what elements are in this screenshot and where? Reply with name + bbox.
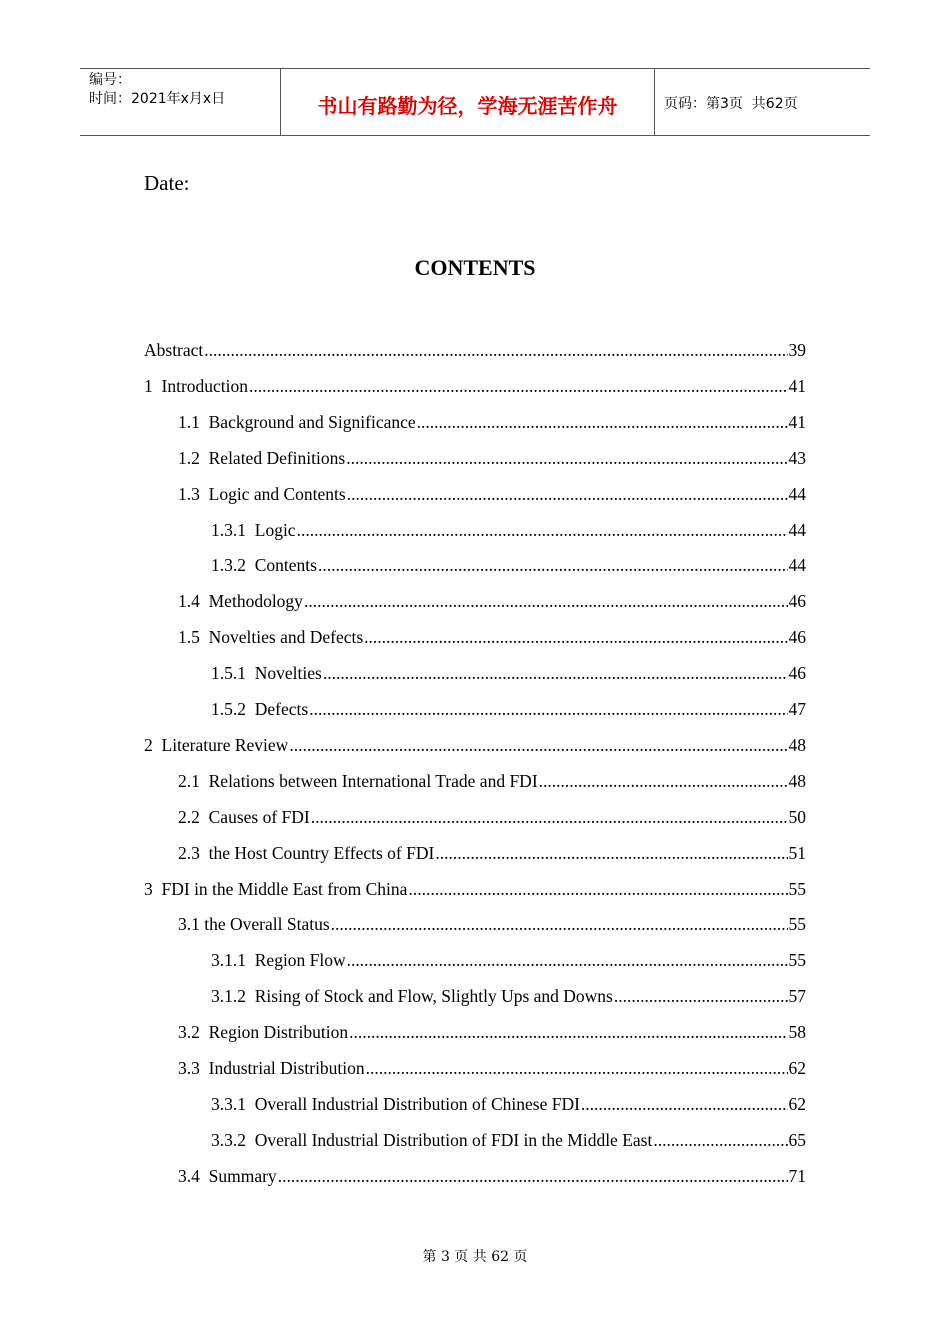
toc-entry[interactable]: [211, 950, 806, 980]
toc-dot-leader: [408, 879, 787, 900]
toc-entry-label: 2.1 Relations between International Trade and FDI: [178, 770, 538, 791]
header-motto-cell: [281, 69, 655, 135]
toc-entry-page: 48: [788, 734, 806, 755]
toc-dot-leader: [204, 340, 787, 361]
toc-entry-page: 44: [788, 555, 806, 576]
toc-dot-leader: [347, 950, 788, 971]
toc-entry-label: 1.3.1 Logic: [211, 519, 296, 540]
header-number-label: 编号：: [89, 72, 131, 88]
toc-entry-label: 1.5 Novelties and Defects: [178, 627, 364, 648]
toc-entry-label: 3.4 Summary: [178, 1165, 277, 1186]
toc-entry-page: 46: [788, 591, 806, 612]
toc-entry-page: 46: [788, 663, 806, 684]
toc-entry[interactable]: [178, 448, 806, 478]
toc-dot-leader: [297, 520, 788, 541]
toc-dot-leader: [653, 1130, 787, 1151]
toc-entry[interactable]: [211, 1094, 806, 1124]
toc-entry-label: 3.2 Region Distribution: [178, 1022, 349, 1043]
toc-entry-label: 2 Literature Review: [144, 734, 289, 755]
toc-entry[interactable]: [211, 1130, 806, 1160]
toc-entry-label: 3.3.2 Overall Industrial Distribution of FDI in the Middle East: [211, 1129, 653, 1150]
toc-entry[interactable]: [211, 555, 806, 585]
toc-dot-leader: [309, 699, 787, 720]
page-header-table: [80, 68, 870, 136]
toc-dot-leader: [539, 771, 788, 792]
toc-entry[interactable]: [178, 412, 806, 442]
toc-entry[interactable]: [144, 340, 806, 370]
toc-entry-label: 1.2 Related Definitions: [178, 447, 346, 468]
toc-entry[interactable]: [178, 1058, 806, 1088]
toc-entry-label: Abstract: [144, 340, 204, 360]
toc-entry[interactable]: [211, 986, 806, 1016]
header-motto: 书山有路勤为径，学海无涯苦作舟: [317, 93, 618, 118]
toc-dot-leader: [435, 843, 787, 864]
toc-entry-page: 50: [788, 806, 806, 827]
toc-entry-page: 39: [788, 340, 806, 360]
toc-entry-label: 2.3 the Host Country Effects of FDI: [178, 842, 435, 863]
toc-entry-label: 3.3.1 Overall Industrial Distribution of Chinese FDI: [211, 1093, 580, 1114]
toc-entry-page: 62: [788, 1093, 806, 1114]
toc-dot-leader: [289, 735, 787, 756]
toc-dot-leader: [364, 627, 787, 648]
toc-dot-leader: [318, 555, 788, 576]
toc-entry-page: 46: [788, 627, 806, 648]
toc-entry-page: 57: [788, 986, 806, 1007]
toc-entry[interactable]: [178, 914, 806, 944]
toc-entry[interactable]: [211, 663, 806, 693]
toc-dot-leader: [278, 1166, 788, 1187]
toc-entry-page: 51: [788, 842, 806, 863]
date-label: Date:: [144, 171, 190, 195]
toc-dot-leader: [346, 448, 787, 469]
toc-dot-leader: [581, 1094, 788, 1115]
toc-entry-label: 3.1 the Overall Status: [178, 914, 330, 935]
toc-entry-page: 41: [788, 411, 806, 432]
footer-page-number: 第 3 页 共 62 页: [422, 1249, 528, 1265]
toc-dot-leader: [331, 914, 788, 935]
toc-entry-page: 58: [788, 1022, 806, 1043]
toc-entry[interactable]: [178, 1166, 806, 1196]
toc-entry-label: 1.5.1 Novelties: [211, 663, 322, 684]
toc-dot-leader: [417, 412, 788, 433]
header-time-label: 时间：2021年x月x日: [89, 91, 226, 107]
toc-entry-label: 1.4 Methodology: [178, 591, 303, 612]
toc-entry-page: 55: [788, 950, 806, 971]
toc-entry-label: 3.3 Industrial Distribution: [178, 1058, 365, 1078]
toc-entry[interactable]: [144, 879, 806, 909]
toc-entry-page: 62: [788, 1058, 806, 1078]
toc-entry[interactable]: [178, 591, 806, 621]
toc-entry-label: 3.1.1 Region Flow: [211, 950, 346, 971]
header-page-cell: [655, 69, 870, 135]
toc-entry-page: 47: [788, 699, 806, 719]
toc-dot-leader: [347, 484, 788, 505]
toc-entry-label: 1.3 Logic and Contents: [178, 483, 346, 504]
toc-dot-leader: [349, 1022, 787, 1043]
toc-entry-page: 71: [788, 1165, 806, 1186]
toc-entry[interactable]: [211, 699, 806, 729]
toc-entry[interactable]: [178, 771, 806, 801]
toc-entry-label: 3 FDI in the Middle East from China: [144, 878, 408, 899]
header-info-cell: [80, 69, 281, 135]
toc-entry-page: 44: [788, 483, 806, 504]
toc-entry[interactable]: [211, 520, 806, 550]
toc-entry[interactable]: [178, 627, 806, 657]
toc-entry-label: 3.1.2 Rising of Stock and Flow, Slightly Ups and Downs: [211, 986, 613, 1007]
toc-entry-label: 1.5.2 Defects: [211, 699, 309, 719]
toc-entry-page: 44: [788, 519, 806, 540]
toc-dot-leader: [311, 807, 788, 828]
toc-entry[interactable]: [144, 735, 806, 765]
toc-dot-leader: [304, 591, 788, 612]
toc-entry[interactable]: [178, 484, 806, 514]
toc-entry-label: 1 Introduction: [144, 375, 249, 396]
toc-entry-page: 55: [788, 914, 806, 935]
toc-entry-page: 43: [788, 447, 806, 468]
toc-entry-label: 1.1 Background and Significance: [178, 411, 416, 432]
toc-entry[interactable]: [144, 376, 806, 406]
toc-entry[interactable]: [178, 843, 806, 873]
toc-entry-label: 2.2 Causes of FDI: [178, 806, 310, 827]
toc-entry-label: 1.3.2 Contents: [211, 555, 317, 576]
toc-entry-page: 65: [788, 1129, 806, 1150]
toc-dot-leader: [323, 663, 788, 684]
toc-dot-leader: [249, 376, 787, 397]
toc-dot-leader: [366, 1058, 788, 1079]
toc-entry[interactable]: [178, 807, 806, 837]
toc-dot-leader: [614, 986, 788, 1007]
toc-entry-page: 41: [788, 375, 806, 396]
toc-entry-page: 48: [788, 770, 806, 791]
contents-title: CONTENTS: [414, 255, 536, 280]
header-page-info: 页码：第3页 共62页: [664, 96, 798, 112]
toc-entry-page: 55: [788, 878, 806, 899]
page-footer: [0, 1246, 950, 1266]
toc-entry[interactable]: [178, 1022, 806, 1052]
